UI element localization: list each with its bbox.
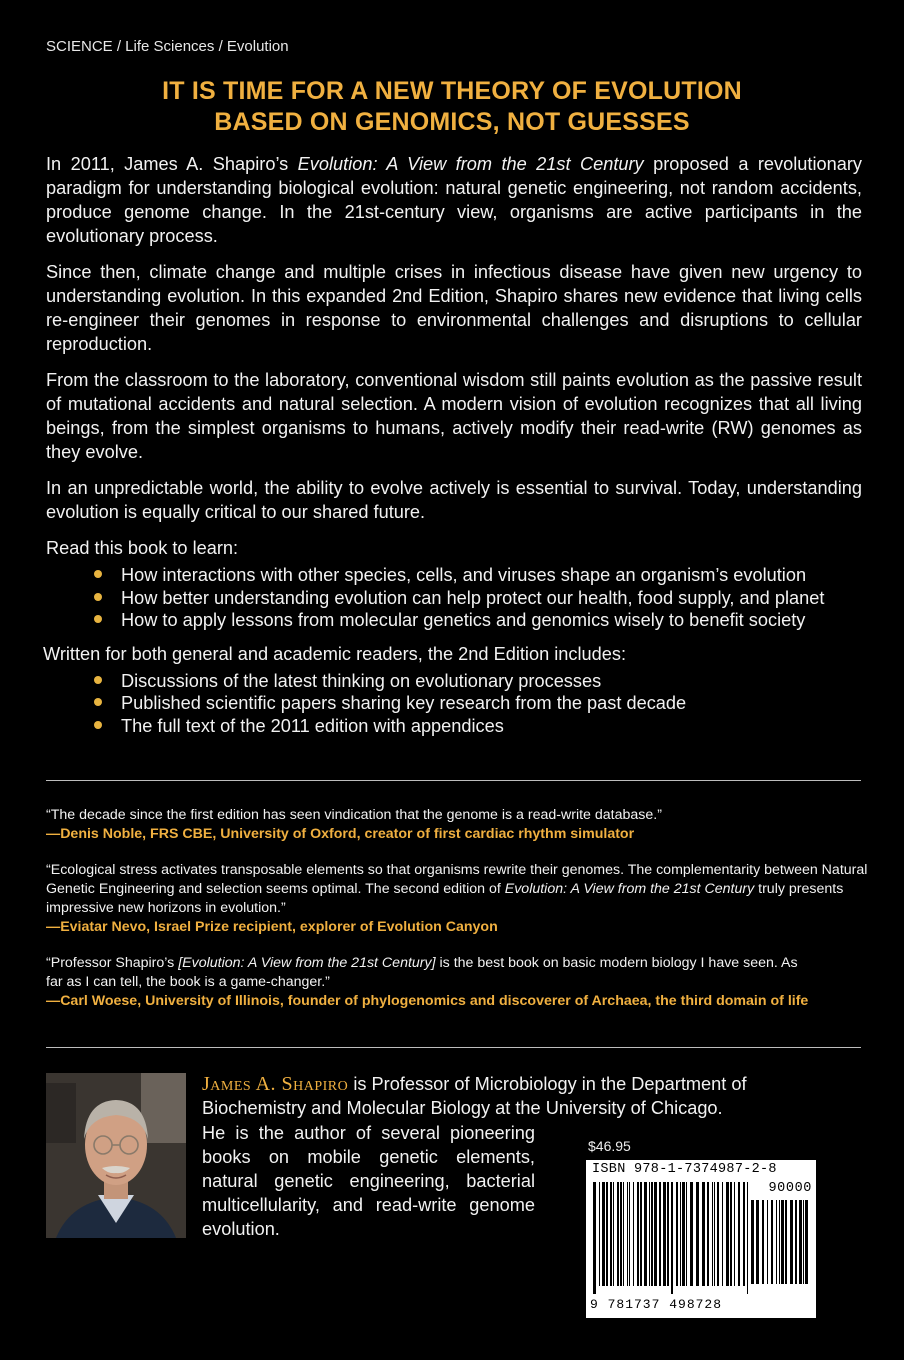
ean-barcode-icon <box>592 1182 752 1294</box>
barcode-bar <box>644 1182 647 1286</box>
paragraph-wisdom: From the classroom to the laboratory, conventional wisdom still paints evolution as the passive result of mutational accidents and natural selection. A modern vision of evolution recognizes that all living beings, from the simplest organisms to humans, actively modify their read-write (RW) genomes as they evolve. <box>46 370 862 462</box>
divider-bottom <box>46 1047 861 1048</box>
barcode-bar <box>663 1182 666 1286</box>
barcode-bar <box>659 1182 661 1286</box>
barcode-bar <box>726 1182 729 1286</box>
list-item: How to apply lessons from molecular genetics and genomics wisely to benefit society <box>94 609 862 632</box>
author-portrait-image <box>46 1073 186 1238</box>
barcode-bar <box>690 1182 693 1286</box>
isbn-barcode <box>586 1160 816 1318</box>
divider-top <box>46 780 861 781</box>
bullet-icon <box>94 676 102 684</box>
endorsement-woese: “Professor Shapiro’s [Evolution: A View from the 21st Century] is the best book on basic modern biology I have seen. As far as I can tell, the book is a game-changer.” —Carl Woese, University of Illinois, founder of phylogenomics and discoverer of Archaea, the third domain of life <box>46 954 816 1011</box>
barcode-bar <box>743 1182 745 1286</box>
book-title: Evolution: A View from the 21st Century <box>297 154 644 174</box>
barcode-bar <box>629 1182 630 1286</box>
barcode-bar <box>751 1200 754 1284</box>
bullet-icon <box>94 593 102 601</box>
includes-intro: Written for both general and academic readers, the 2nd Edition includes: <box>43 643 627 664</box>
barcode-bar <box>676 1182 678 1286</box>
barcode-bar <box>667 1182 669 1286</box>
barcode-bar <box>747 1182 748 1294</box>
barcode-bar <box>610 1182 612 1286</box>
list-item: The full text of the 2011 edition with appendices <box>94 715 862 738</box>
barcode-bar <box>805 1200 808 1284</box>
paragraph-survival: In an unpredictable world, the ability to evolve actively is essential to survival. Today, understanding evolution is equally critical to our shared future. <box>46 478 862 522</box>
endorsement-noble: “The decade since the first edition has seen vindication that the genome is a read-write database.” —Denis Noble, FRS CBE, University of Oxford, creator of first cardiac rhythm simulator <box>46 806 872 844</box>
addon-barcode-icon <box>750 1200 812 1292</box>
author-bio-intro: James A. Shapiro is Professor of Microbiology in the Department of Biochemistry and Molecular Biology at the University of Chicago. <box>202 1073 747 1118</box>
barcode-bar <box>602 1182 605 1286</box>
barcode-bar <box>785 1200 787 1284</box>
paragraph-intro: In 2011, James A. Shapiro’s Evolution: A View from the 21st Century proposed a revolutionary paradigm for understanding biological evolution: natural genetic engineering, not random accidents, produce genome change. In the 21st-century view, organisms are active participants in the evolutionary process. <box>46 154 862 246</box>
barcode-bar <box>722 1182 723 1286</box>
barcode-bar <box>680 1182 681 1286</box>
isbn-label: ISBN 978-1-7374987-2-8 <box>592 1162 777 1177</box>
barcode-bar <box>803 1200 804 1284</box>
barcode-bar <box>613 1182 614 1286</box>
barcode-bar <box>593 1182 596 1294</box>
price-code: 90000 <box>768 1181 812 1196</box>
barcode-bar <box>640 1182 642 1286</box>
barcode-bar <box>654 1182 657 1286</box>
bullet-icon <box>94 570 102 578</box>
author-name: James A. Shapiro <box>202 1073 349 1095</box>
attribution: —Carl Woese, University of Illinois, founder of phylogenomics and discoverer of Archaea, the third domain of life <box>46 993 809 1009</box>
headline-line-2: BASED ON GENOMICS, NOT GUESSES <box>214 108 690 136</box>
includes-list <box>46 670 862 738</box>
barcode-bar <box>649 1182 650 1286</box>
barcode-bar <box>633 1182 634 1286</box>
category-label: SCIENCE / Life Sciences / Evolution <box>46 38 289 55</box>
barcode-digits: 9 781737 498728 <box>590 1297 723 1312</box>
barcode-bar <box>651 1182 653 1286</box>
barcode-bar <box>734 1182 735 1286</box>
headline-line-1: IT IS TIME FOR A NEW THEORY OF EVOLUTION <box>162 77 742 105</box>
barcode-bar <box>799 1200 802 1284</box>
barcode-bar <box>686 1182 687 1286</box>
paragraph-urgency: Since then, climate change and multiple crises in infectious disease have given new urgency to understanding evolution. In this expanded 2nd Edition, Shapiro shares new evidence that living cells re-engineer their genomes in response to environmental challenges and disruptions to cellular reproduction. <box>46 262 862 354</box>
barcode-bar <box>671 1182 673 1294</box>
list-item: How better understanding evolution can help protect our health, food supply, and planet <box>94 587 862 610</box>
barcode-bar <box>682 1182 685 1286</box>
barcode-bar <box>696 1182 699 1286</box>
barcode-bar <box>717 1182 719 1286</box>
author-photo <box>46 1073 186 1238</box>
barcode-bar <box>795 1200 797 1284</box>
barcode-bar <box>738 1182 740 1286</box>
barcode-bar <box>707 1182 709 1286</box>
description-body <box>43 152 862 747</box>
barcode-bar <box>623 1182 624 1286</box>
barcode-bar <box>730 1182 732 1286</box>
barcode-bar <box>637 1182 639 1286</box>
barcode-bar <box>702 1182 705 1286</box>
barcode-bar <box>790 1200 793 1284</box>
author-bio-rest: He is the author of several pioneering books on mobile genetic elements, natural genetic engineering, bacterial multicellularity, and read-write genome evolution. <box>202 1123 535 1239</box>
endorsement-nevo: “Ecological stress activates transposable elements so that organisms rewrite their genomes. The complementarity between Natural Genetic Engineering and selection seems optimal. The second edition of Evolution: A View from the 21st Century truly presents impressive new horizons in evolution.” —Eviatar Nevo, Israel Prize recipient, explorer of Evolution Canyon <box>46 861 872 937</box>
barcode-bar <box>767 1200 768 1284</box>
price-label: $46.95 <box>588 1138 631 1154</box>
attribution: —Denis Noble, FRS CBE, University of Oxford, creator of first cardiac rhythm simulator <box>46 826 635 842</box>
barcode-bar <box>756 1200 759 1284</box>
barcode-bar <box>606 1182 608 1286</box>
endorsements <box>46 806 872 1028</box>
barcode-bar <box>599 1182 600 1286</box>
barcode-bar <box>762 1200 764 1284</box>
barcode-bar <box>781 1200 784 1284</box>
headline <box>0 76 904 138</box>
barcode-bar <box>627 1182 628 1286</box>
list-item: Discussions of the latest thinking on evolutionary processes <box>94 670 862 693</box>
barcode-bar <box>620 1182 622 1286</box>
barcode-bar <box>776 1200 777 1284</box>
list-item: How interactions with other species, cells, and viruses shape an organism’s evolution <box>94 564 862 587</box>
list-item: Published scientific papers sharing key research from the past decade <box>94 692 862 715</box>
barcode-bar <box>714 1182 715 1286</box>
bullet-icon <box>94 615 102 623</box>
barcode-bar <box>771 1200 773 1284</box>
barcode-bar <box>712 1182 713 1286</box>
barcode-bar <box>617 1182 619 1286</box>
learn-intro: Read this book to learn: <box>46 538 239 558</box>
barcode-bar <box>779 1200 780 1284</box>
bullet-icon <box>94 721 102 729</box>
learn-list <box>46 564 862 632</box>
attribution: —Eviatar Nevo, Israel Prize recipient, explorer of Evolution Canyon <box>46 919 498 935</box>
bullet-icon <box>94 698 102 706</box>
